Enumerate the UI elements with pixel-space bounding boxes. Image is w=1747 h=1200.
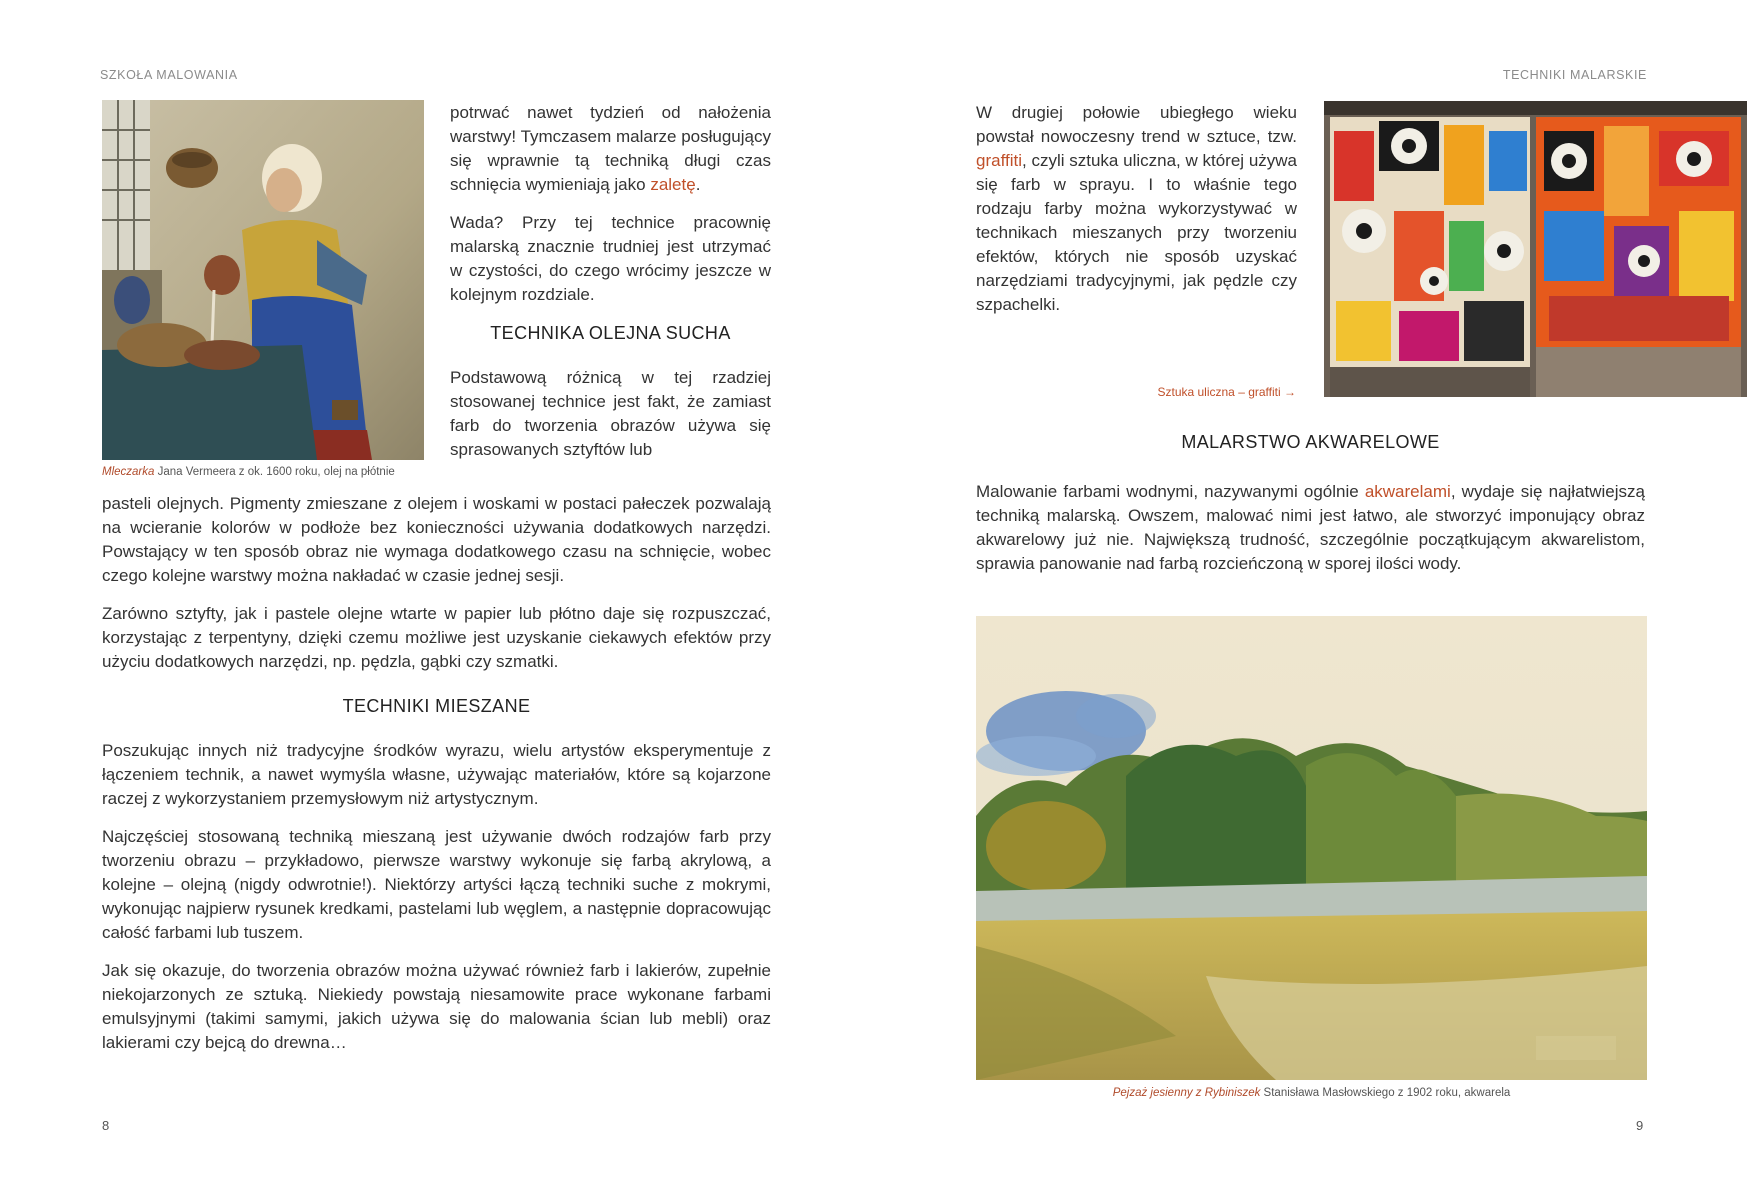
accent-term[interactable]: zaletę — [650, 175, 696, 194]
milkmaid-painting — [102, 100, 424, 460]
paragraph: Wada? Przy tej technice pracownię malarską znacznie trudniej jest utrzymać w czystości, do czego wrócimy jeszcze w kolejnym rozdziale. — [450, 213, 771, 304]
page-number-left: 8 — [102, 1118, 110, 1133]
right-main-column — [976, 480, 1645, 590]
graffiti-link[interactable]: Sztuka uliczna – graffiti → — [1157, 385, 1296, 399]
paragraph: potrwać nawet tydzień od nałożenia warstwy! Tymczasem malarze posługujący się wprawnie tą techniką długi czas schnięcia wymieniają jako zaletę. — [450, 103, 771, 194]
left-narrow-column — [450, 101, 771, 462]
watercolor-caption: Pejzaż jesienny z Rybiniszek Stanisława Masłowskiego z 1902 roku, akwarela — [1112, 1087, 1511, 1099]
paragraph: Najczęściej stosowaną techniką mieszaną jest używanie dwóch rodzajów farb przy tworzeniu obrazu – przykładowo, pierwsze warstwy wykonuje się farbą akrylową, a kolejne – olejną (nigdy odwrotnie!). Niektórzy artyści łączą techniki suche z mokrymi, wykonując najpierw rysunek kredkami, pastelami lub węglem, a następnie dopracowując całość farbami lub tuszem. — [102, 827, 771, 942]
paragraph: Poszukując innych niż tradycyjne środków wyrazu, wielu artystów eksperymentuje z łączeniem technik, a nawet wymyśla własne, używając materiałów, które są kojarzone raczej z wykorzystaniem przemysłowym niż artystycznym. — [102, 741, 771, 808]
section-heading: MALARSTWO AKWARELOWE — [1181, 432, 1440, 452]
paragraph: Jak się okazuje, do tworzenia obrazów można używać również farb i lakierów, zupełnie niekojarzonych ze sztuką. Niekiedy powstają niesamowite prace wykonane farbami emulsyjnymi (takimi samymi, jakich używa się do malowania ścian lub mebli) oraz lakierami czy bejcą do drewna… — [102, 961, 771, 1052]
section-heading: TECHNIKA OLEJNA SUCHA — [490, 323, 731, 343]
paragraph: Podstawową różnicą w tej rzadziej stosowanej technice jest fakt, że zamiast farb do tworzenia obrazów używa się sprasowanych sztyftów lub — [450, 368, 771, 459]
section-heading: TECHNIKI MIESZANE — [342, 696, 531, 716]
right-narrow-column — [976, 101, 1297, 331]
running-head-left: SZKOŁA MALOWANIA — [100, 68, 238, 82]
graffiti-photo — [1324, 101, 1747, 397]
paragraph: W drugiej połowie ubiegłego wieku powstał nowoczesny trend w sztuce, tzw. graffiti, czyli sztuka uliczna, w której używa się farb w sprayu. I to właśnie tego rodzaju farby można wykorzystywać w technikach mieszanych przy tworzeniu efektów, których nie sposób uzyskać narzędziami tradycyjnymi, jak pędzle czy szpachelki. — [976, 103, 1297, 314]
paragraph: Malowanie farbami wodnymi, nazywanymi ogólnie akwarelami, wydaje się najłatwiejszą techniką malarską. Owszem, malować nimi jest łatwo, ale stworzyć imponujący obraz akwarelowy już nie. Największą trudność, szczególnie początkującym akwarelistom, sprawia panowanie nad farbą rozcieńczoną w sporej ilości wody. — [976, 482, 1645, 573]
accent-term[interactable]: graffiti — [976, 151, 1022, 170]
paragraph: pasteli olejnych. Pigmenty zmieszane z olejem i woskami w postaci pałeczek pozwalają na wcieranie kolorów w podłoże bez konieczności używania dodatkowych narzędzi. Powstający w ten sposób obraz nie wymaga dodatkowego czasu na schnięcie, wobec czego kolejne warstwy można nakładać w czasie jednej sesji. — [102, 494, 771, 585]
paragraph: Zarówno sztyfty, jak i pastele olejne wtarte w papier lub płótno daje się rozpuszczać, korzystając z terpentyny, dzięki czemu możliwe jest uzyskanie ciekawych efektów przy użyciu dodatkowych narzędzi, np. pędzla, gąbki czy szmatki. — [102, 604, 771, 671]
left-main-column — [102, 492, 771, 1069]
milkmaid-caption: Mleczarka Jana Vermeera z ok. 1600 roku, olej na płótnie — [102, 466, 395, 478]
accent-term[interactable]: akwarelami — [1364, 482, 1451, 501]
watercolor-painting — [976, 616, 1647, 1080]
page-number-right: 9 — [1636, 1118, 1644, 1133]
running-head-right: TECHNIKI MALARSKIE — [1502, 68, 1647, 82]
